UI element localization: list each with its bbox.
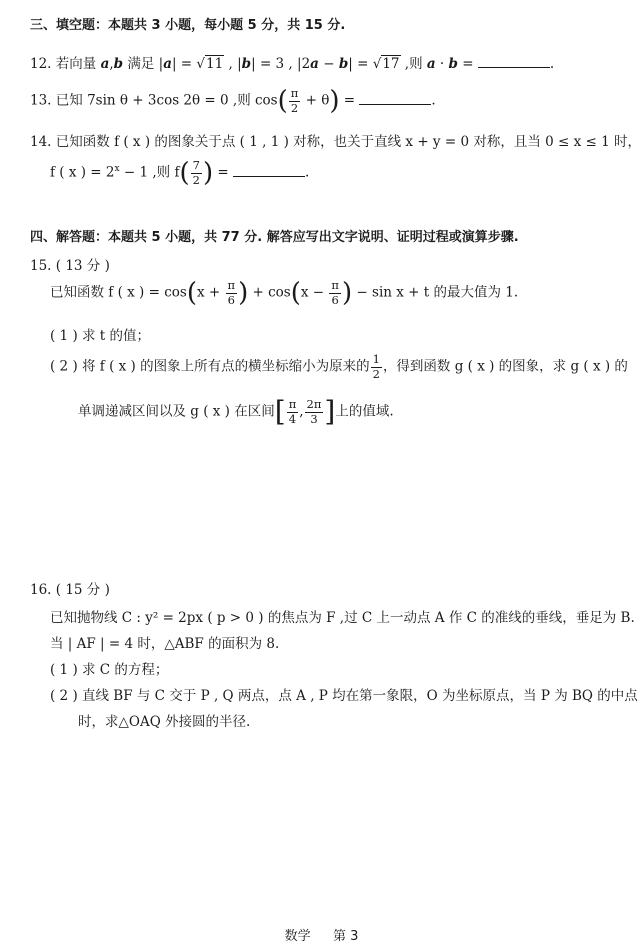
- q12-number: 12.: [30, 56, 52, 72]
- q13-number: 13.: [30, 92, 52, 109]
- question-14-line-1: [30, 130, 641, 150]
- q15-fraction-1: $\frac{\pi}{6}$: [227, 278, 236, 307]
- vector-b-4: b: [448, 56, 458, 72]
- vector-a-3: a: [310, 56, 319, 72]
- q12-text-c: | =: [171, 56, 197, 72]
- footer-page-number: 第 3: [332, 929, 359, 944]
- q15-interval-comma: ,: [299, 403, 304, 420]
- q14-answer-blank[interactable]: [233, 164, 305, 177]
- q15-x-minus: x −: [300, 284, 329, 301]
- q12-text-d: , |: [224, 56, 242, 72]
- q14-end: .: [305, 164, 310, 181]
- q12-text-h: =: [457, 56, 478, 72]
- question-12: [30, 52, 554, 72]
- q14-right-paren: ): [202, 158, 214, 188]
- q16-part-2-line-1: ( 2 ) 直线 BF 与 C 交于 P , Q 两点，点 A , P 均在第一象限，O 为坐标原点，当 P 为 BQ 的中点: [50, 688, 638, 704]
- q15-stem: [50, 280, 518, 306]
- q12-text-g: ,则: [400, 56, 427, 72]
- q15-plus-cos: + cos: [248, 284, 291, 301]
- sqrt-17: √17: [372, 56, 400, 72]
- sqrt-11: √11: [196, 56, 224, 72]
- q12-text-f: | =: [348, 56, 373, 72]
- vector-b: b: [113, 56, 124, 72]
- q15-pi-over-4: $\frac{\pi}{4}$: [288, 397, 297, 426]
- q14-fraction: $\frac{7}{2}$: [192, 158, 200, 187]
- question-13: [30, 88, 436, 114]
- q13-end: .: [431, 92, 436, 109]
- q13-plus-theta: + θ: [301, 92, 330, 109]
- q12-text-e: | = 3 , |2: [251, 56, 311, 72]
- section-3-heading: 三、填空题：本题共 3 小题，每小题 5 分，共 15 分.: [30, 18, 346, 33]
- question-14-line-2: [50, 160, 309, 186]
- q15-part-2d: 上的值域.: [335, 403, 394, 420]
- q15-part-2b: ，得到函数 g ( x ) 的图象，求 g ( x ) 的: [382, 358, 628, 375]
- q13-equals: =: [339, 92, 360, 109]
- q12-answer-blank[interactable]: [478, 55, 550, 68]
- q15-paren-3: (: [290, 278, 301, 308]
- q14-text-line-1: 已知函数 f ( x ) 的图象关于点 ( 1 , 1 ) 对称，也关于直线 x + y = 0 对称，且当 0 ≤ x ≤ 1 时，: [55, 134, 641, 150]
- q15-half-fraction: $\frac{1}{2}$: [372, 352, 380, 381]
- q15-left-bracket: [: [274, 395, 286, 428]
- q15-part-2-line-1: [50, 354, 628, 380]
- q14-number: 14.: [30, 134, 52, 150]
- q14-text-line-2a: f ( x ) = 2: [50, 164, 115, 181]
- footer-subject: 数学: [284, 929, 311, 944]
- q15-x-plus: x +: [196, 284, 225, 301]
- vector-a-4: a: [426, 56, 436, 72]
- q15-part-2c: 单调递减区间以及 g ( x ) 在区间: [78, 403, 275, 420]
- q15-part-2-line-2: [78, 395, 394, 428]
- q12-text: 若向量: [55, 56, 97, 72]
- q13-text: 已知 7sin θ + 3cos 2θ = 0 ,则 cos: [55, 92, 278, 109]
- q13-right-paren: ): [329, 86, 340, 116]
- q15-stem-a: 已知函数 f ( x ) = cos: [50, 284, 187, 301]
- q15-stem-b: − sin x + t 的最大值为 1.: [352, 284, 519, 301]
- q12-end: .: [549, 56, 555, 72]
- q13-answer-blank[interactable]: [359, 92, 431, 105]
- q15-part-2a: ( 2 ) 将 f ( x ) 的图象上所有点的横坐标缩小为原来的: [50, 358, 370, 375]
- section-4-heading: 四、解答题：本题共 5 小题，共 77 分. 解答应写出文字说明、证明过程或演算步骤.: [30, 230, 519, 245]
- q14-exponent: x: [114, 164, 120, 174]
- q12-dot: ·: [435, 56, 449, 72]
- vector-a-2: a: [163, 56, 172, 72]
- q16-part-2-line-2: 时，求△OAQ 外接圆的半径.: [78, 714, 251, 730]
- vector-b-2: b: [241, 56, 252, 72]
- vector-a: a: [100, 56, 110, 72]
- q15-right-bracket: ]: [324, 395, 336, 428]
- q15-paren-4: ): [341, 278, 353, 308]
- q12-text-b: 满足 |: [127, 56, 164, 72]
- page-footer: [0, 925, 643, 944]
- q14-text-line-2b: − 1 ,则 f: [119, 164, 180, 181]
- q14-equals: =: [213, 164, 233, 181]
- q15-header: 15. ( 13 分 ): [30, 258, 110, 274]
- q13-fraction: $\frac{\pi}{2}$: [290, 86, 299, 115]
- q15-paren-1: (: [186, 278, 197, 308]
- q16-stem-line-2: 当 | AF | = 4 时，△ABF 的面积为 8.: [50, 636, 280, 652]
- q12-minus: −: [318, 56, 339, 72]
- q16-stem-line-1: 已知抛物线 C : y² = 2px ( p > 0 ) 的焦点为 F ,过 C 上一动点 A 作 C 的准线的垂线，垂足为 B.: [50, 610, 635, 626]
- q15-part-1: ( 1 ) 求 t 的值；: [50, 328, 151, 344]
- q16-header: 16. ( 15 分 ): [30, 582, 110, 598]
- q12-comma: ,: [109, 56, 114, 72]
- q15-2pi-over-3: $\frac{2\pi}{3}$: [306, 397, 322, 426]
- q13-left-paren: (: [277, 86, 288, 116]
- q16-part-1: ( 1 ) 求 C 的方程；: [50, 662, 169, 678]
- vector-b-3: b: [338, 56, 349, 72]
- q14-left-paren: (: [179, 158, 190, 188]
- q15-fraction-2: $\frac{\pi}{6}$: [331, 278, 339, 307]
- q15-paren-2: ): [238, 278, 249, 308]
